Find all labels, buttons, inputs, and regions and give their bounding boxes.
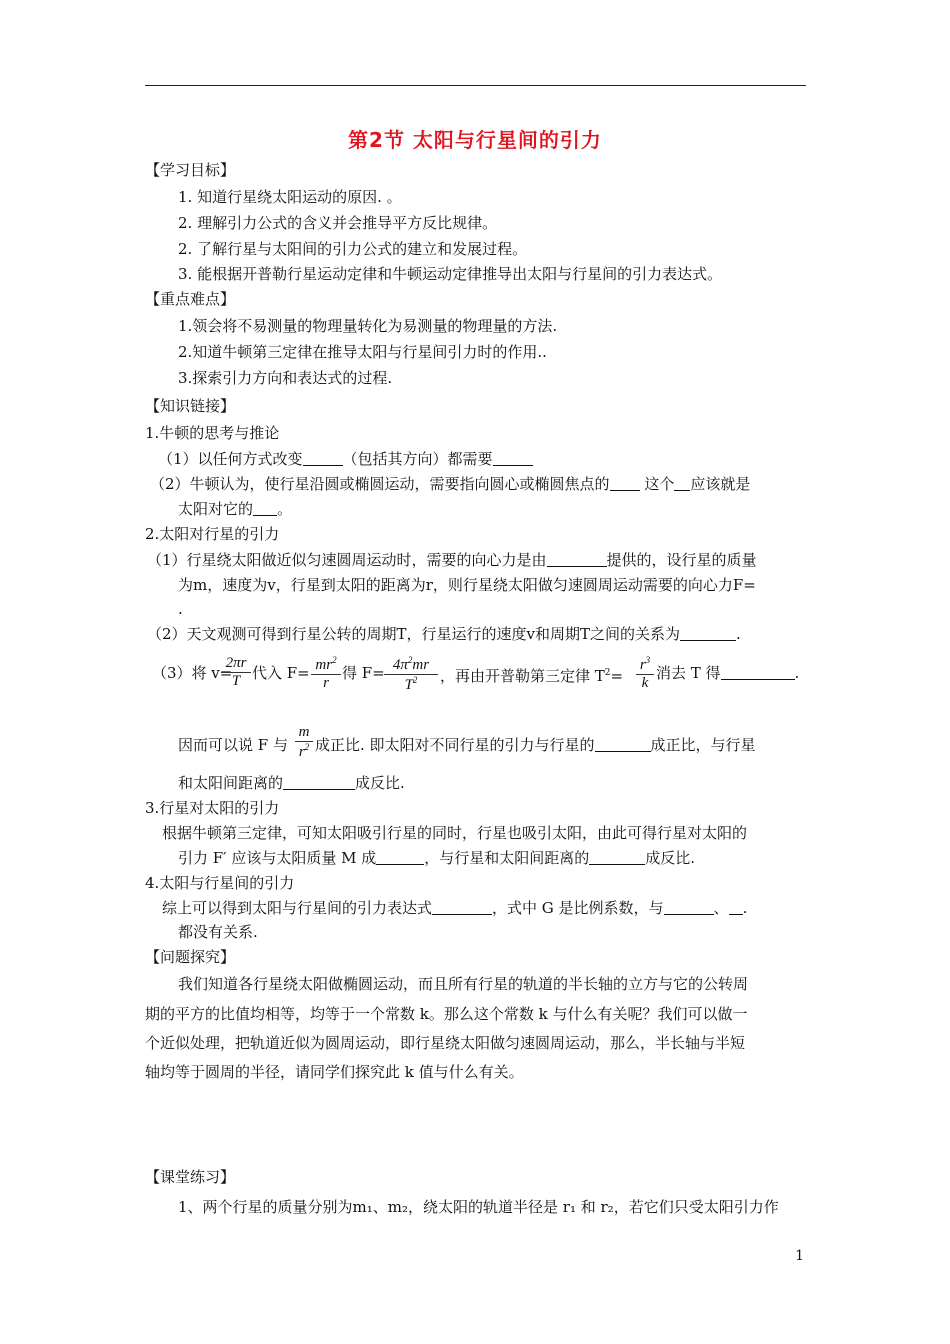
blank-field[interactable] [589, 849, 645, 865]
s1-line1: （1）以任何方式改变 （包括其方向）都需要 [158, 449, 533, 469]
s2-line7: 和太阳间距离的 成反比. [178, 774, 405, 792]
s2-line4: （2）天文观测可得到行星公转的周期T，行星运行的速度v和周期T之间的关系为 . [147, 625, 741, 643]
key-item: 3.探索引力方向和表达式的过程. [178, 369, 393, 387]
inquiry-line: 期的平方的比值均相等，均等于一个常数 k。那么这个常数 k 与什么有关呢？我们可以做一 [145, 1005, 748, 1023]
fraction-f1: $\frac{mr^2}{r}$ [311, 655, 341, 692]
header-rule [145, 85, 806, 86]
s2-line1: （1）行星绕太阳做近似匀速圆周运动时，需要的向心力是由 提供的，设行星的质量 [147, 551, 757, 569]
goal-item: 3. 能根据开普勒行星运动定律和牛顿运动定律推导出太阳与行星间的引力表达式。 [178, 265, 723, 283]
s2-line6b: 成正比. 即太阳对不同行星的引力与行星的 成正比，与行星 [315, 736, 756, 754]
goal-item: 2. 理解引力公式的含义并会推导平方反比规律。 [178, 214, 498, 232]
goal-item: 1. 知道行星绕太阳运动的原因. 。 [178, 188, 402, 206]
blank-field[interactable] [664, 899, 714, 915]
inquiry-header: 【问题探究】 [145, 948, 236, 966]
s1-line3: 太阳对它的 。 [178, 500, 293, 518]
section-1-title: 1.牛顿的思考与推论 [145, 424, 280, 442]
s3-line1: 根据牛顿第三定律，可知太阳吸引行星的同时，行星也吸引太阳，由此可得行星对太阳的 [162, 824, 748, 842]
inquiry-line: 个近似处理，把轨道近似为圆周运动，即行星绕太阳做匀速圆周运动，那么，半长轴与半短 [145, 1034, 746, 1052]
s2-line5-pre: （3）将 v= [152, 664, 233, 682]
key-item: 2.知道牛顿第三定律在推导太阳与行星间引力时的作用.. [178, 343, 547, 361]
blank-field[interactable] [547, 551, 607, 567]
s2-line5-elim: 消去 T 得 . [656, 664, 800, 682]
s2-line5-then: ，再由开普勒第三定律 $T^2=$ [440, 667, 624, 685]
goal-item: 2. 了解行星与太阳间的引力公式的建立和发展过程。 [178, 240, 528, 258]
s4-line1: 综上可以得到太阳与行星间的引力表达式 ，式中 G 是比例系数，与 、 . [162, 899, 748, 917]
goals-header: 【学习目标】 [145, 161, 236, 179]
section-2-title: 2.太阳对行星的引力 [145, 525, 280, 543]
blank-field[interactable] [674, 475, 690, 491]
fraction-f2: $\frac{4\pi^2mr}{T^2}$ [384, 655, 438, 694]
key-item: 1.领会将不易测量的物理量转化为易测量的物理量的方法. [178, 317, 558, 335]
s2-line5-sub: 代入 F= [252, 664, 310, 682]
blank-field[interactable] [729, 899, 743, 915]
blank-field[interactable] [432, 899, 492, 915]
s3-line2: 引力 F′ 应该与太阳质量 M 成 ，与行星和太阳间距离的 成反比. [178, 849, 696, 867]
section-4-title: 4.太阳与行星间的引力 [145, 874, 295, 892]
blank-field[interactable] [283, 774, 355, 790]
practice-question-1: 1、两个行星的质量分别为m₁、m₂，绕太阳的轨道半径是 r₁ 和 r₂，若它们只受太阳引力作 [178, 1198, 779, 1216]
page-number: 1 [795, 1248, 804, 1264]
blank-field[interactable] [721, 664, 795, 680]
link-header: 【知识链接】 [145, 397, 236, 415]
blank-field[interactable] [303, 450, 343, 466]
blank-field[interactable] [493, 450, 533, 466]
blank-field[interactable] [610, 475, 640, 491]
s2-line6a: 因而可以说 F 与 [178, 736, 288, 754]
s2-line3: . [178, 600, 183, 618]
practice-header: 【课堂练习】 [145, 1168, 236, 1186]
fraction-v: $\frac{2\pi r}{T}$ [221, 655, 251, 690]
blank-field[interactable] [595, 736, 651, 752]
s2-line5-get: 得 F= [342, 664, 385, 682]
key-header: 【重点难点】 [145, 290, 236, 308]
blank-field[interactable] [680, 625, 736, 641]
blank-field[interactable] [253, 500, 277, 516]
s2-line2: 为m，速度为v，行星到太阳的距离为r，则行星绕太阳做匀速圆周运动需要的向心力F= [178, 576, 756, 594]
s1-line2: （2）牛顿认为，使行星沿圆或椭圆运动，需要指向圆心或椭圆焦点的 这个 应该就是 [150, 475, 751, 493]
section-3-title: 3.行星对太阳的引力 [145, 799, 280, 817]
s4-line2: 都没有关系. [178, 923, 258, 941]
inquiry-line: 我们知道各行星绕太阳做椭圆运动，而且所有行星的轨道的半长轴的立方与它的公转周 [178, 975, 749, 993]
fraction-m-r2: $\frac{m}{r^2}$ [295, 724, 313, 761]
inquiry-line: 轴均等于圆周的半径，请同学们探究此 k 值与什么有关。 [145, 1063, 524, 1081]
fraction-kepler: $\frac{r^3}{k}$ [636, 655, 654, 692]
blank-field[interactable] [376, 849, 424, 865]
page-title: 第2节 太阳与行星间的引力 [348, 128, 602, 152]
